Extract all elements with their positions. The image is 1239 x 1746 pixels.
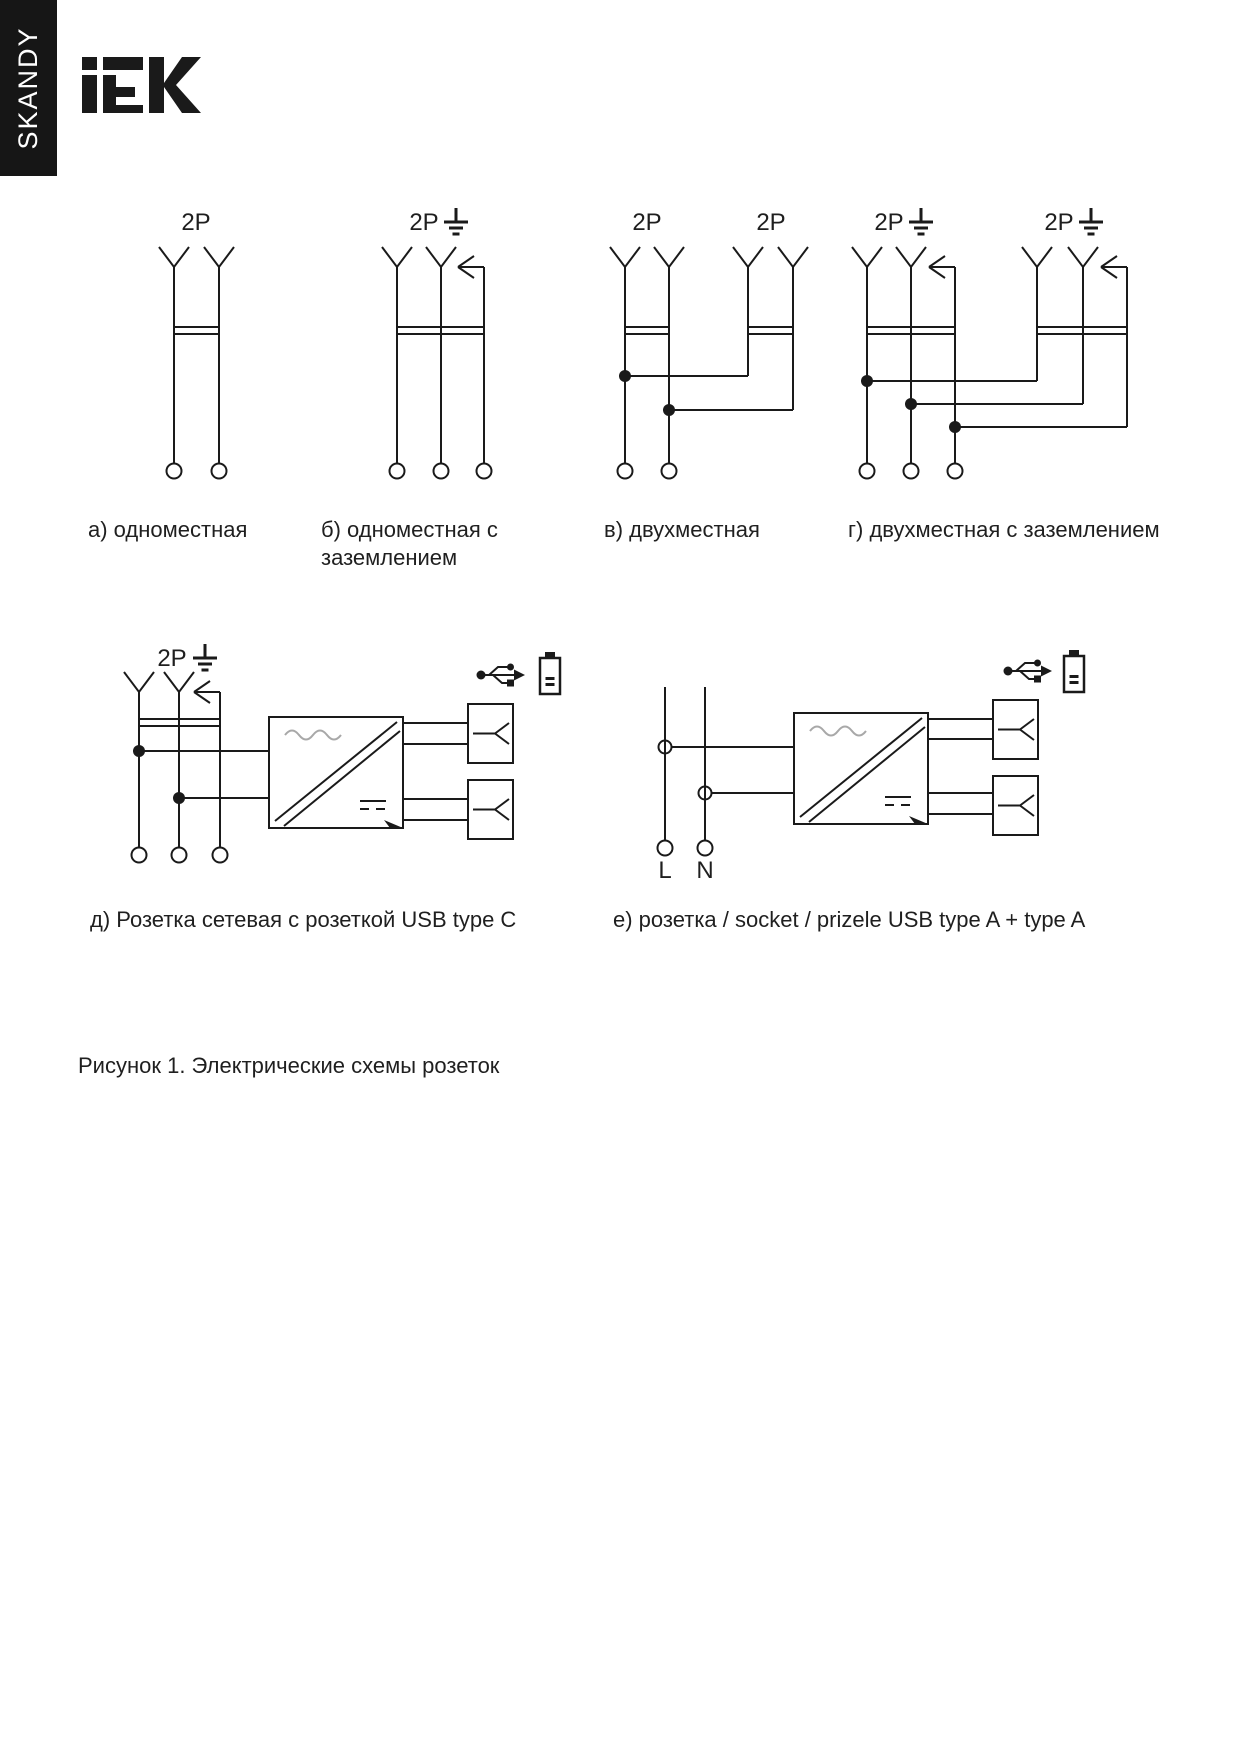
- socket-contact-fork: [164, 672, 194, 692]
- junction-dot: [861, 375, 873, 387]
- socket-contact-fork: [204, 247, 234, 267]
- terminal-circle: [698, 841, 713, 856]
- socket-contact-fork: [382, 247, 412, 267]
- usb-socket-box: [993, 700, 1038, 759]
- caption-g: г) двухместная с заземлением: [848, 517, 1160, 542]
- line-terminal-label: L: [658, 857, 672, 884]
- caption-e: е) розетка / socket / prizele USB type A + type A: [613, 907, 1086, 932]
- pole-label: 2P: [181, 209, 211, 236]
- socket-contact-fork: [124, 672, 154, 692]
- junction-dot: [905, 398, 917, 410]
- pole-label: 2P: [632, 209, 662, 236]
- caption-b-line2: заземлением: [321, 545, 458, 570]
- terminal-circle: [477, 464, 492, 479]
- usb-icon: [1004, 660, 1053, 683]
- earth-symbol: [193, 644, 217, 670]
- pole-label: 2P: [409, 209, 439, 236]
- caption-d: д) Розетка сетевая с розеткой USB type C: [90, 907, 517, 932]
- terminal-circle: [434, 464, 449, 479]
- acdc-converter-box: [269, 717, 403, 828]
- terminal-circle: [948, 464, 963, 479]
- terminal-circle: [212, 464, 227, 479]
- terminal-circle: [172, 848, 187, 863]
- usb-socket-box: [468, 704, 513, 763]
- terminal-circle: [132, 848, 147, 863]
- socket-contact-fork: [896, 247, 926, 267]
- earth-symbol: [909, 208, 933, 234]
- terminal-circle: [662, 464, 677, 479]
- terminal-circle: [658, 841, 673, 856]
- junction-dot: [949, 421, 961, 433]
- diagram-e-socket-usb-type-a: [658, 650, 1085, 884]
- diagram-b-single-socket-earthed: [382, 208, 492, 479]
- earth-symbol: [444, 208, 468, 234]
- usb-socket-box: [993, 776, 1038, 835]
- battery-icon: [1064, 650, 1084, 692]
- socket-contact-fork: [778, 247, 808, 267]
- socket-contact-fork: [1068, 247, 1098, 267]
- socket-body-bars: [867, 327, 1127, 334]
- usb-socket-box: [468, 780, 513, 839]
- diagram-a-single-socket: [159, 209, 234, 479]
- ground-contact-arrow: [929, 256, 955, 278]
- diagram-d-socket-usb-type-c: [124, 644, 560, 863]
- ground-contact-arrow: [1101, 256, 1127, 278]
- pole-label: 2P: [874, 209, 904, 236]
- figure-caption: Рисунок 1. Электрические схемы розеток: [78, 1053, 500, 1078]
- socket-body-bars: [174, 327, 219, 334]
- series-name-vertical: SKANDY: [13, 26, 43, 150]
- caption-b-line1: б) одноместная с: [321, 517, 498, 542]
- socket-contact-fork: [733, 247, 763, 267]
- junction-dot: [619, 370, 631, 382]
- junction-dot: [133, 745, 145, 757]
- ground-contact-arrow: [458, 256, 484, 278]
- terminal-circle: [167, 464, 182, 479]
- terminal-circle: [904, 464, 919, 479]
- terminal-circle: [390, 464, 405, 479]
- socket-contact-fork: [654, 247, 684, 267]
- socket-contact-fork: [852, 247, 882, 267]
- terminal-circle: [860, 464, 875, 479]
- earth-symbol: [1079, 208, 1103, 234]
- socket-body-bars: [625, 327, 793, 334]
- caption-a: а) одноместная: [88, 517, 248, 542]
- terminal-circle: [618, 464, 633, 479]
- pole-label: 2P: [157, 645, 187, 672]
- pole-label: 2P: [1044, 209, 1074, 236]
- socket-contact-fork: [610, 247, 640, 267]
- caption-v: в) двухместная: [604, 517, 760, 542]
- socket-contact-fork: [159, 247, 189, 267]
- socket-contact-fork: [426, 247, 456, 267]
- ground-contact-arrow: [194, 681, 220, 703]
- acdc-converter-box: [794, 713, 928, 824]
- neutral-terminal-label: N: [696, 857, 714, 884]
- junction-dot: [663, 404, 675, 416]
- usb-icon: [477, 664, 526, 687]
- pole-label: 2P: [756, 209, 786, 236]
- socket-contact-fork: [1022, 247, 1052, 267]
- junction-dot: [173, 792, 185, 804]
- diagram-g-double-socket-earthed: [852, 208, 1127, 479]
- battery-icon: [540, 652, 560, 694]
- diagram-v-double-socket: [610, 209, 808, 479]
- terminal-circle: [213, 848, 228, 863]
